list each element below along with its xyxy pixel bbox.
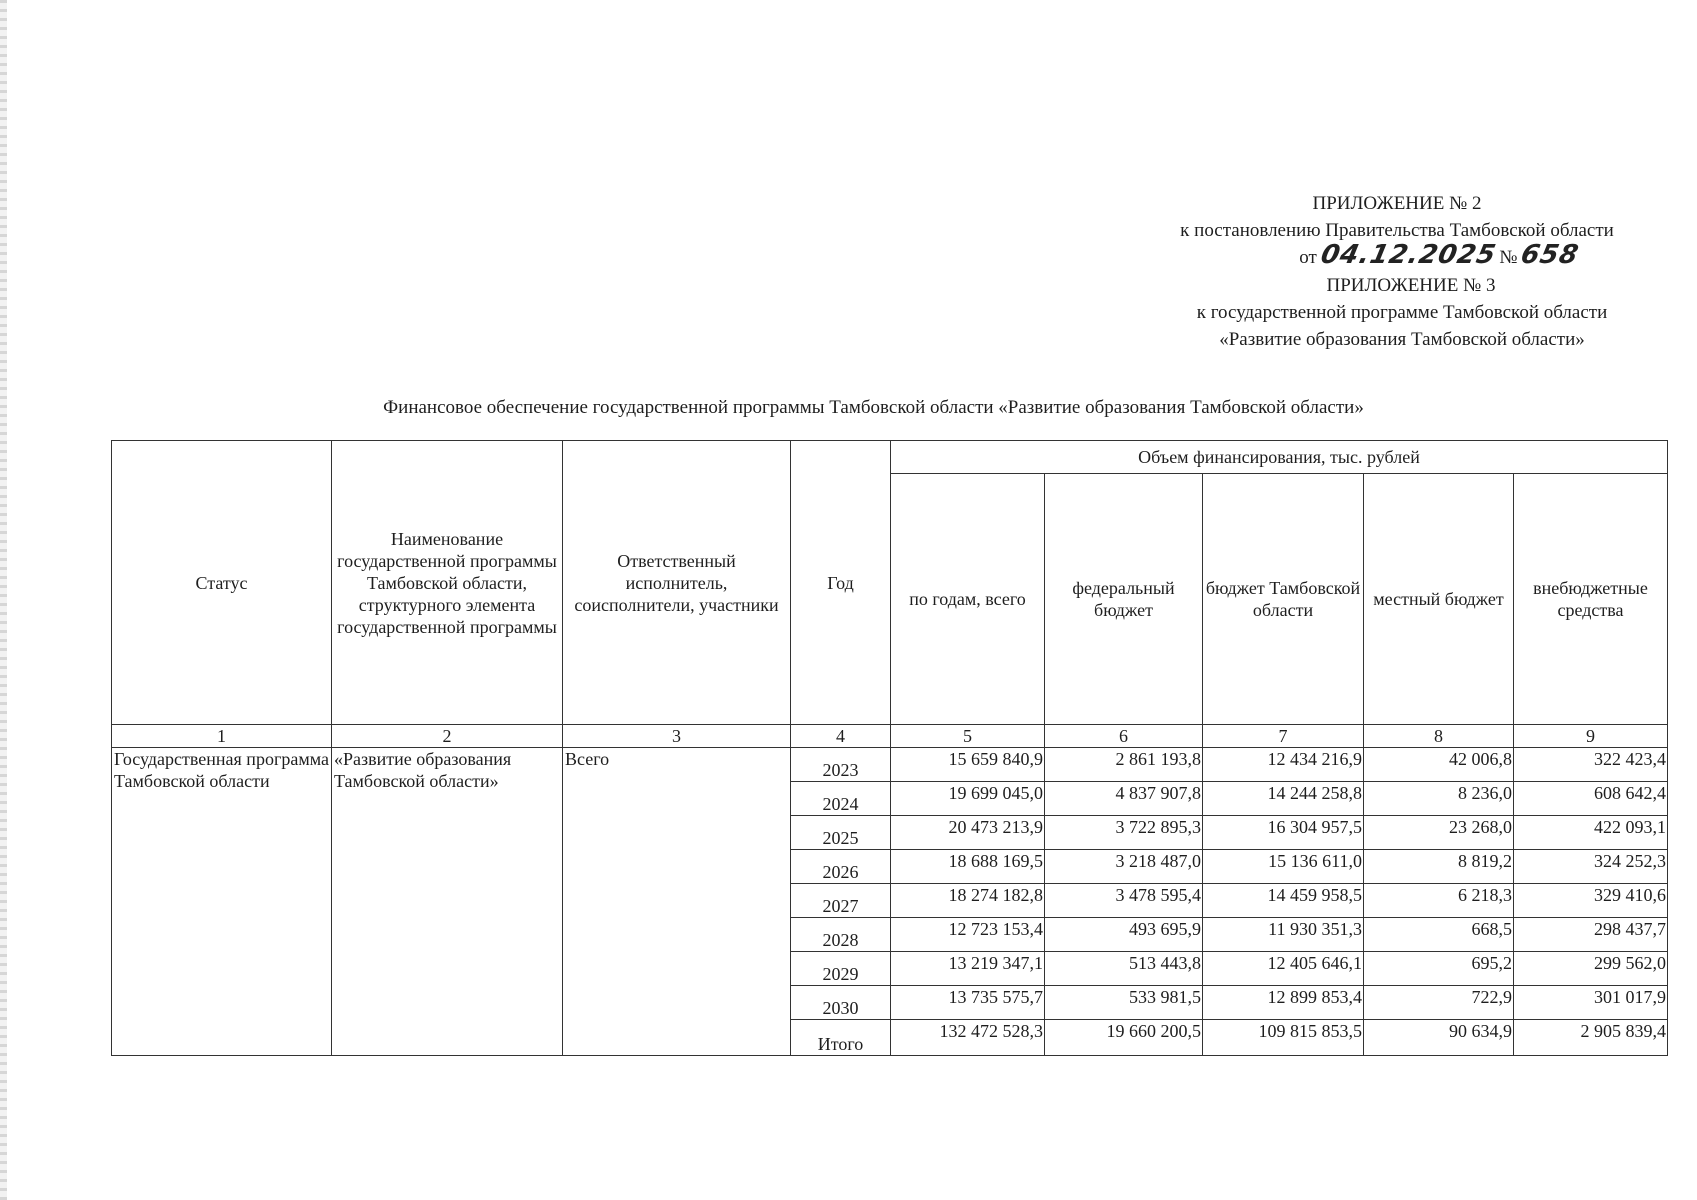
year-cell: 2023 bbox=[791, 748, 891, 782]
total-cell: 20 473 213,9 bbox=[891, 816, 1045, 850]
federal-cell: 493 695,9 bbox=[1045, 918, 1203, 952]
handwritten-date: 04.12.2025 bbox=[1317, 240, 1499, 270]
regional-cell: 14 244 258,8 bbox=[1203, 782, 1364, 816]
extra-cell: 322 423,4 bbox=[1514, 748, 1668, 782]
federal-cell: 19 660 200,5 bbox=[1045, 1020, 1203, 1056]
program-name-cell: «Развитие образования Тамбовской области» bbox=[332, 748, 563, 1056]
decree-date-line bbox=[1299, 240, 1582, 270]
total-cell: 15 659 840,9 bbox=[891, 748, 1045, 782]
federal-cell: 4 837 907,8 bbox=[1045, 782, 1203, 816]
local-cell: 695,2 bbox=[1364, 952, 1514, 986]
local-cell: 8 819,2 bbox=[1364, 850, 1514, 884]
table-row bbox=[112, 748, 1668, 782]
federal-cell: 513 443,8 bbox=[1045, 952, 1203, 986]
local-cell: 23 268,0 bbox=[1364, 816, 1514, 850]
year-cell: 2026 bbox=[791, 850, 891, 884]
handwritten-number: 658 bbox=[1518, 240, 1582, 270]
extra-cell: 2 905 839,4 bbox=[1514, 1020, 1668, 1056]
regional-cell: 12 405 646,1 bbox=[1203, 952, 1364, 986]
regional-cell: 109 815 853,5 bbox=[1203, 1020, 1364, 1056]
header-responsible: Ответственный исполнитель, соисполнители, участники bbox=[563, 441, 791, 725]
total-cell: 13 219 347,1 bbox=[891, 952, 1045, 986]
program-reference: к государственной программе Тамбовской области bbox=[1196, 302, 1608, 323]
local-cell: 90 634,9 bbox=[1364, 1020, 1514, 1056]
regional-cell: 14 459 958,5 bbox=[1203, 884, 1364, 918]
extra-cell: 301 017,9 bbox=[1514, 986, 1668, 1020]
program-name: «Развитие образования Тамбовской области» bbox=[1219, 329, 1585, 350]
decree-reference: к постановлению Правительства Тамбовской области bbox=[1180, 220, 1614, 241]
responsible-cell: Всего bbox=[563, 748, 791, 1056]
appendix-2-heading: ПРИЛОЖЕНИЕ № 2 bbox=[1312, 193, 1482, 214]
column-number: 3 bbox=[563, 725, 791, 748]
federal-cell: 3 722 895,3 bbox=[1045, 816, 1203, 850]
federal-cell: 3 478 595,4 bbox=[1045, 884, 1203, 918]
column-number-row bbox=[112, 725, 1668, 748]
total-cell: 18 274 182,8 bbox=[891, 884, 1045, 918]
header-total: по годам, всего bbox=[891, 474, 1045, 725]
date-prefix: от bbox=[1299, 247, 1317, 268]
header-regional: бюджет Тамбовской области bbox=[1203, 474, 1364, 725]
header-extra: внебюджетные средства bbox=[1514, 474, 1668, 725]
column-number: 8 bbox=[1364, 725, 1514, 748]
year-cell: 2024 bbox=[791, 782, 891, 816]
extra-cell: 422 093,1 bbox=[1514, 816, 1668, 850]
header-local: местный бюджет bbox=[1364, 474, 1514, 725]
column-number: 7 bbox=[1203, 725, 1364, 748]
column-number: 4 bbox=[791, 725, 891, 748]
extra-cell: 329 410,6 bbox=[1514, 884, 1668, 918]
federal-cell: 3 218 487,0 bbox=[1045, 850, 1203, 884]
header-status: Статус bbox=[112, 441, 332, 725]
regional-cell: 15 136 611,0 bbox=[1203, 850, 1364, 884]
regional-cell: 11 930 351,3 bbox=[1203, 918, 1364, 952]
total-cell: 19 699 045,0 bbox=[891, 782, 1045, 816]
local-cell: 668,5 bbox=[1364, 918, 1514, 952]
header-federal: федеральный бюджет bbox=[1045, 474, 1203, 725]
local-cell: 42 006,8 bbox=[1364, 748, 1514, 782]
column-number: 2 bbox=[332, 725, 563, 748]
extra-cell: 324 252,3 bbox=[1514, 850, 1668, 884]
document-header bbox=[0, 0, 1697, 360]
total-cell: 18 688 169,5 bbox=[891, 850, 1045, 884]
appendix-3-heading: ПРИЛОЖЕНИЕ № 3 bbox=[1326, 275, 1496, 296]
column-number: 9 bbox=[1514, 725, 1668, 748]
status-cell: Государственная программа Тамбовской области bbox=[112, 748, 332, 1056]
column-number: 5 bbox=[891, 725, 1045, 748]
header-row bbox=[112, 441, 1668, 474]
local-cell: 722,9 bbox=[1364, 986, 1514, 1020]
number-sign: № bbox=[1499, 247, 1518, 268]
regional-cell: 12 899 853,4 bbox=[1203, 986, 1364, 1020]
year-cell: 2027 bbox=[791, 884, 891, 918]
column-number: 6 bbox=[1045, 725, 1203, 748]
local-cell: 8 236,0 bbox=[1364, 782, 1514, 816]
local-cell: 6 218,3 bbox=[1364, 884, 1514, 918]
extra-cell: 299 562,0 bbox=[1514, 952, 1668, 986]
federal-cell: 2 861 193,8 bbox=[1045, 748, 1203, 782]
total-cell: 132 472 528,3 bbox=[891, 1020, 1045, 1056]
year-cell: 2029 bbox=[791, 952, 891, 986]
document-title: Финансовое обеспечение государственной программы Тамбовской области «Развитие образования Тамбовской области» bbox=[383, 397, 1364, 418]
extra-cell: 298 437,7 bbox=[1514, 918, 1668, 952]
year-cell-total: Итого bbox=[791, 1020, 891, 1056]
financing-table bbox=[111, 440, 1668, 1056]
total-cell: 13 735 575,7 bbox=[891, 986, 1045, 1020]
year-cell: 2030 bbox=[791, 986, 891, 1020]
year-cell: 2025 bbox=[791, 816, 891, 850]
year-cell: 2028 bbox=[791, 918, 891, 952]
regional-cell: 16 304 957,5 bbox=[1203, 816, 1364, 850]
regional-cell: 12 434 216,9 bbox=[1203, 748, 1364, 782]
total-cell: 12 723 153,4 bbox=[891, 918, 1045, 952]
header-name: Наименование государственной программы Тамбовской области, структурного элемента государственной программы bbox=[332, 441, 563, 725]
column-number: 1 bbox=[112, 725, 332, 748]
header-year: Год bbox=[791, 441, 891, 725]
extra-cell: 608 642,4 bbox=[1514, 782, 1668, 816]
header-volume: Объем финансирования, тыс. рублей bbox=[891, 441, 1668, 474]
federal-cell: 533 981,5 bbox=[1045, 986, 1203, 1020]
